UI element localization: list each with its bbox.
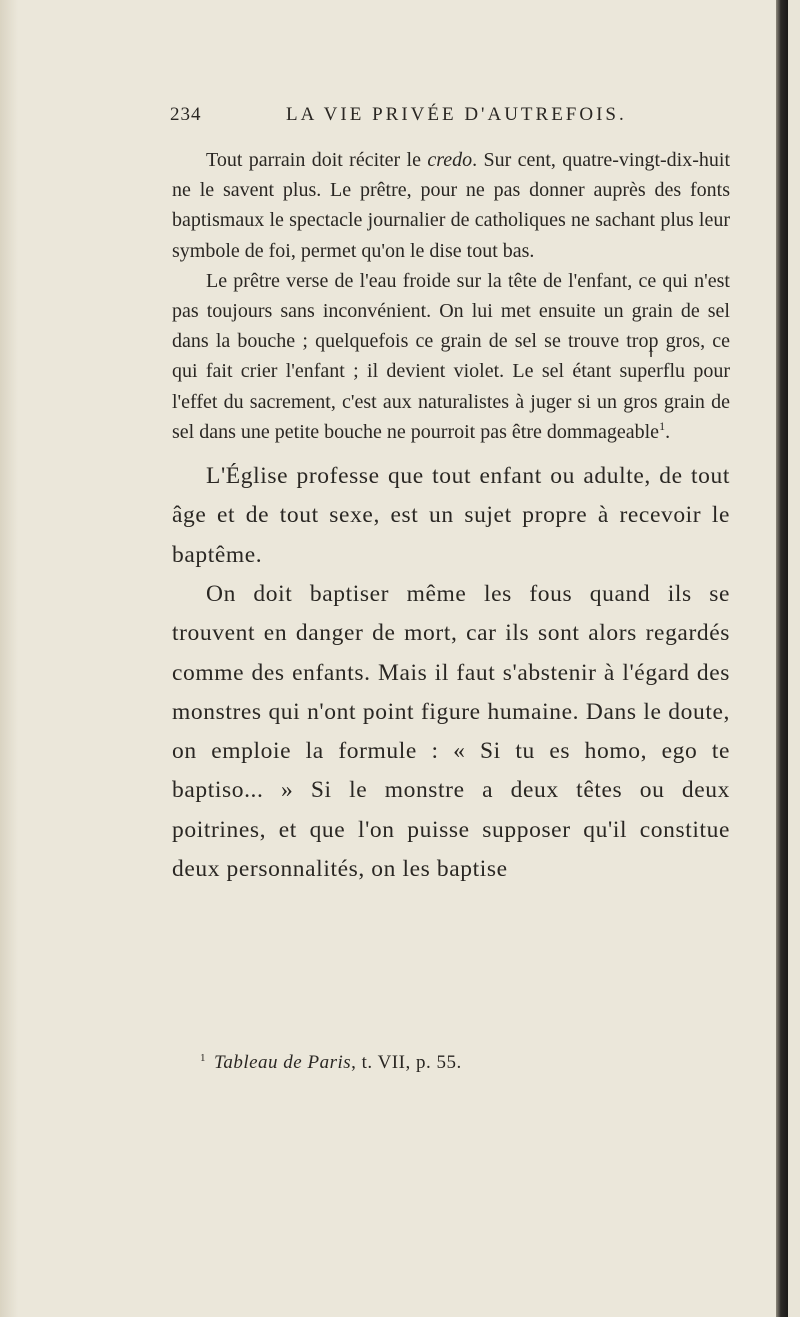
- page-gutter-shadow: [0, 0, 18, 1317]
- footnote-title: Tableau de Paris: [214, 1052, 352, 1073]
- paragraph-sel: [172, 266, 730, 447]
- scan-edge-border: [776, 0, 788, 1317]
- footnote-citation: , t. VII, p. 55.: [351, 1052, 462, 1073]
- paragraph-sel-end: .: [665, 420, 671, 443]
- paragraph-credo-rest: . Sur cent, quatre-vingt-dix-huit ne le savent plus. Le prêtre, pour ne pas donner auprès des fonts baptismaux le spectacle journalier de catholiques ne sachant plus leur symbole de foi, permet qu'on le dise tout bas.: [172, 149, 730, 262]
- footnote-reference[interactable]: 1: [659, 418, 666, 433]
- paragraph-credo-start: Tout parrain doit réciter le: [206, 149, 428, 171]
- footnote: [200, 1052, 462, 1074]
- paragraph-fous: On doit baptiser même les fous quand ils se trouvent en danger de mort, car ils sont alors regardés comme des enfants. Mais il faut s'abstenir à l'égard des monstres qui n'ont point figure humaine. Dans le doute, on emploie la formule : « Si tu es homo, ego te baptiso... » Si le monstre a deux têtes ou deux poitrines, et que l'on puisse supposer qu'il constitue deux personnalités, on les baptise: [172, 580, 730, 882]
- footnote-marker: 1: [200, 1052, 206, 1064]
- body-text: [172, 145, 730, 889]
- paragraph-eglise: L'Église professe que tout enfant ou adulte, de tout âge et de tout sexe, est un sujet propre à recevoir le baptême.: [172, 463, 730, 568]
- paragraph-sel-text: Le prêtre verse de l'eau froide sur la tête de l'enfant, ce qui n'est pas toujours sans inconvénient. On lui met ensuite un grain de sel dans la bouche ; quelquefois ce grain de sel se trouve trop gros, ce qui fait crier l'enfant ; il devient violet. Le sel étant superflu pour l'effet du sacrement, c'est aux naturalistes à juger si un gros grain de sel dans une petite bouche ne pourroit pas être dommageable: [172, 269, 730, 443]
- page-number: 234: [170, 104, 202, 125]
- credo-word: credo: [427, 149, 473, 171]
- running-head: LA VIE PRIVÉE D'AUTREFOIS.: [286, 104, 627, 125]
- page-header: [170, 104, 730, 134]
- paragraph-credo: [172, 145, 730, 266]
- large-type-section: [172, 457, 730, 889]
